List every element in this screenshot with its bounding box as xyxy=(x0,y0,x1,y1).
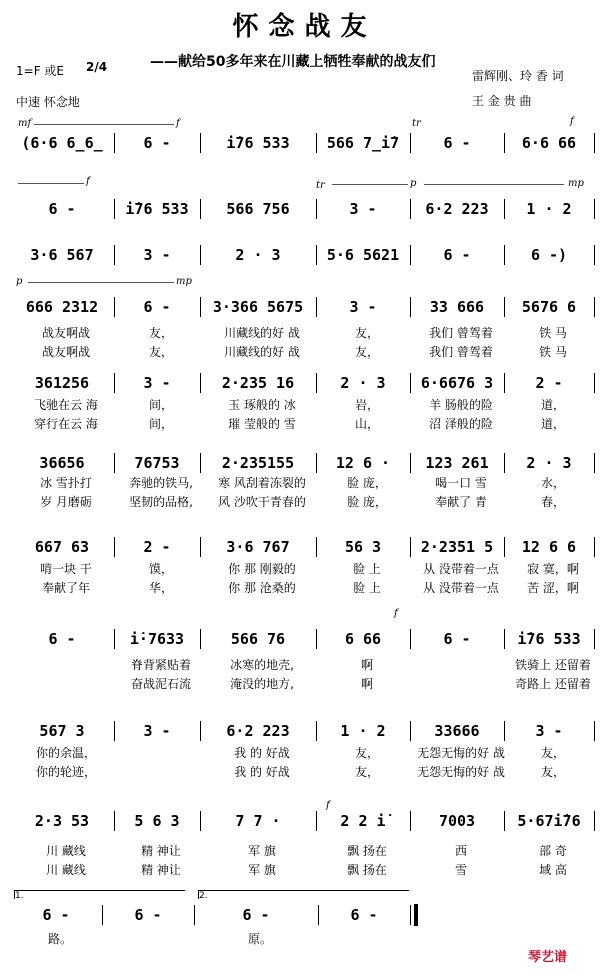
lyric-segment: 啊 xyxy=(360,658,373,672)
crescendo-hairpin xyxy=(34,124,174,125)
measure: 3·6 767 xyxy=(226,538,290,556)
score-line xyxy=(10,904,594,926)
bar-line xyxy=(114,721,115,741)
dynamic-f: f xyxy=(570,116,574,127)
bar-line xyxy=(200,811,201,831)
measure: 2·3 53 xyxy=(34,812,90,830)
lyric-line-verse-1 xyxy=(14,656,594,673)
measure: 2 2 i̇ xyxy=(340,812,386,830)
lyric-segment: 间， xyxy=(148,398,173,412)
lyric-segment: 道， xyxy=(540,417,565,431)
lyric-segment: 岩， xyxy=(354,398,379,412)
lyric-line-verse-1 xyxy=(14,560,594,577)
bar-line xyxy=(200,373,201,393)
measure: 666 2312 xyxy=(25,298,99,316)
bar-line xyxy=(594,537,595,557)
crescendo-hairpin xyxy=(424,184,564,185)
lyric-segment: 冰寒的地壳, xyxy=(230,658,294,672)
lyric-line-verse-2 xyxy=(14,493,594,510)
lyric-segment: 川 藏线 xyxy=(46,863,86,877)
lyric-segment: 川 藏线 xyxy=(46,844,86,858)
measure: 3 - xyxy=(349,298,377,316)
bar-line xyxy=(200,721,201,741)
dynamic-mp: mp xyxy=(568,178,584,189)
lyric-segment: 原。 xyxy=(247,932,272,946)
bar-line xyxy=(200,453,201,473)
bar-line xyxy=(114,133,115,153)
lyric-segment: 战友啊战 xyxy=(41,326,90,340)
lyric-segment: 喝一口 雪 xyxy=(435,476,487,490)
lyric-segment: 友， xyxy=(540,746,565,760)
score-line xyxy=(10,810,594,832)
score-line xyxy=(10,536,594,558)
lyric-segment: 西 xyxy=(454,844,467,858)
lyric-segment: 沼 泽般的险 xyxy=(429,417,493,431)
second-ending: 2. xyxy=(198,890,409,899)
measure: 2·2351 5 xyxy=(420,538,494,556)
measure: 33 666 xyxy=(429,298,485,316)
bar-line xyxy=(410,373,411,393)
bar-line xyxy=(594,721,595,741)
measure: 6 - xyxy=(143,298,171,316)
lyric-segment: 奉献了年 xyxy=(41,581,90,595)
lyric-line-verse-2 xyxy=(14,415,594,432)
lyric-line-verse-1 xyxy=(14,842,594,859)
dynamic-p: p xyxy=(410,178,417,189)
dynamic-p: p xyxy=(16,276,23,287)
measure: 2 · 3 xyxy=(235,246,281,264)
lyric-segment: 脸 上 xyxy=(353,581,381,595)
lyric-segment: 啊 xyxy=(360,677,373,691)
trill-mark: tr xyxy=(316,180,325,191)
bar-line xyxy=(594,373,595,393)
bar-line xyxy=(114,297,115,317)
measure: 6 -) xyxy=(530,246,568,264)
measure: i̇·7633 xyxy=(129,630,185,648)
measure: 6 - xyxy=(443,246,471,264)
lyric-segment: 军 旗 xyxy=(248,863,276,877)
measure: 12 6 · xyxy=(335,454,391,472)
lyric-segment: 友， xyxy=(354,326,379,340)
lyric-segment: 从 没带着一点 xyxy=(423,562,499,576)
measure: 33666 xyxy=(434,722,480,740)
lyric-segment: 间， xyxy=(148,417,173,431)
bar-line xyxy=(504,811,505,831)
score-line xyxy=(10,452,594,474)
bar-line xyxy=(200,537,201,557)
bar-line xyxy=(316,373,317,393)
lyric-line-verse-2 xyxy=(14,861,594,878)
lyric-line-verse-2 xyxy=(14,579,594,596)
bar-line xyxy=(504,297,505,317)
bar-line xyxy=(410,811,411,831)
lyric-segment: 寂 寞，啊 xyxy=(527,562,579,576)
lyric-line-verse-2 xyxy=(14,343,594,360)
crescendo-hairpin xyxy=(18,183,84,184)
measure: 6 - xyxy=(143,134,171,152)
measure: 2 - xyxy=(143,538,171,556)
score-line xyxy=(10,198,594,220)
bar-line xyxy=(316,245,317,265)
measure: 123 261 xyxy=(425,454,489,472)
measure: 3 - xyxy=(143,246,171,264)
lyric-segment: 道， xyxy=(540,398,565,412)
lyric-segment: 你 那 刚毅的 xyxy=(228,562,296,576)
bar-line xyxy=(504,629,505,649)
lyric-segment: 川藏线的好 战 xyxy=(224,326,300,340)
bar-line xyxy=(316,133,317,153)
bar-line xyxy=(200,133,201,153)
measure: 361256 xyxy=(34,374,90,392)
bar-line xyxy=(200,199,201,219)
score-line xyxy=(10,628,594,650)
score-line xyxy=(10,372,594,394)
lyric-segment: 精 神让 xyxy=(141,844,181,858)
lyric-segment: 水， xyxy=(540,476,565,490)
measure: 3 - xyxy=(349,200,377,218)
measure: 3·366 5675 xyxy=(212,298,304,316)
measure: 6 - xyxy=(134,906,162,924)
score-line xyxy=(10,720,594,742)
lyric-segment: 域 高 xyxy=(539,863,567,877)
lyric-segment: 奉献了 青 xyxy=(435,495,487,509)
bar-line xyxy=(316,811,317,831)
lyric-line-verse-1 xyxy=(14,396,594,413)
lyric-segment: 无怨无悔的好 战 xyxy=(417,746,505,760)
lyric-segment: 铁 马 xyxy=(539,326,567,340)
time-signature: 2/4 xyxy=(86,60,108,74)
bar-line xyxy=(316,537,317,557)
measure: (6·6 6̲6̲ xyxy=(21,134,103,152)
measure: 56 3 xyxy=(344,538,382,556)
lyric-segment: 川藏线的好 战 xyxy=(224,345,300,359)
measure: 3 - xyxy=(143,722,171,740)
lyric-segment: 脸 庞， xyxy=(347,495,387,509)
measure: i̇76 533 xyxy=(125,200,189,218)
bar-line xyxy=(114,537,115,557)
measure: 7003 xyxy=(438,812,476,830)
lyric-segment: 春， xyxy=(540,495,565,509)
lyric-segment: 奔驰的铁马, xyxy=(129,476,193,490)
lyric-segment: 岁 月磨砺 xyxy=(40,495,92,509)
bar-line xyxy=(102,905,103,925)
bar-line xyxy=(410,453,411,473)
measure: 3 - xyxy=(535,722,563,740)
crescendo-hairpin xyxy=(28,282,174,283)
measure: 12 6 6 xyxy=(521,538,577,556)
bar-line xyxy=(410,721,411,741)
lyric-segment: 从 没带着一点 xyxy=(423,581,499,595)
lyric-segment: 飘 扬在 xyxy=(347,844,387,858)
bar-line xyxy=(114,373,115,393)
lyric-segment: 啃一块 干 xyxy=(40,562,92,576)
lyric-segment: 苦 涩，啊 xyxy=(527,581,579,595)
measure: 5 6 3 xyxy=(134,812,180,830)
bar-line xyxy=(316,297,317,317)
measure: 2·235155 xyxy=(221,454,295,472)
measure: 7 7 · xyxy=(235,812,281,830)
page-title: 怀念战友 xyxy=(232,12,377,42)
lyric-segment: 淹没的地方, xyxy=(230,677,294,691)
dynamic-f: f xyxy=(86,176,90,187)
bar-line xyxy=(200,629,201,649)
lyric-segment: 军 旗 xyxy=(248,844,276,858)
measure: 2·235 16 xyxy=(221,374,295,392)
lyric-segment: 路。 xyxy=(47,932,72,946)
bar-line xyxy=(504,199,505,219)
first-ending: 1. xyxy=(14,890,185,899)
bar-line xyxy=(594,629,595,649)
measure: 567 3 xyxy=(39,722,85,740)
bar-line xyxy=(114,629,115,649)
bar-line xyxy=(316,721,317,741)
measure: i̇76 533 xyxy=(226,134,290,152)
lyric-segment: 我们 曾驾着 xyxy=(429,326,493,340)
lyric-segment: 脸 上 xyxy=(353,562,381,576)
lyric-segment: 部 奇 xyxy=(539,844,567,858)
measure: 6 66 xyxy=(344,630,382,648)
measure: 1 · 2 xyxy=(340,722,386,740)
lyric-segment: 穿行在云 海 xyxy=(34,417,98,431)
bar-line xyxy=(504,537,505,557)
lyric-segment: 坚韧的品格, xyxy=(129,495,193,509)
measure: 667 63 xyxy=(34,538,90,556)
lyric-segment: 风 沙吹干青春的 xyxy=(218,495,306,509)
lyric-segment: 你 那 沧桑的 xyxy=(228,581,296,595)
lyric-segment: 友， xyxy=(354,746,379,760)
lyric-segment: 友， xyxy=(354,765,379,779)
lyric-segment: 馍， xyxy=(148,562,173,576)
lyric-segment: 友， xyxy=(540,765,565,779)
lyric-segment: 精 神让 xyxy=(141,863,181,877)
measure: 6 - xyxy=(350,906,378,924)
lyric-segment: 山， xyxy=(354,417,379,431)
dynamic-f: f xyxy=(326,800,330,811)
bar-line xyxy=(410,905,411,925)
lyric-line-verse-2 xyxy=(14,675,594,692)
lyric-line-verse-1 xyxy=(14,930,594,947)
final-bar-line xyxy=(414,904,418,926)
bar-line xyxy=(504,245,505,265)
lyric-segment: 无怨无悔的好 战 xyxy=(417,765,505,779)
bar-line xyxy=(594,199,595,219)
lyric-segment: 铁骑上 还留着 xyxy=(515,658,591,672)
bar-line xyxy=(504,373,505,393)
bar-line xyxy=(410,629,411,649)
lyric-line-verse-1 xyxy=(14,324,594,341)
bar-line xyxy=(594,133,595,153)
lyric-segment: 友， xyxy=(354,345,379,359)
lyric-segment: 脊背紧贴着 xyxy=(130,658,191,672)
bar-line xyxy=(594,297,595,317)
lyric-segment: 羊 肠般的险 xyxy=(429,398,493,412)
bar-line xyxy=(114,199,115,219)
measure: 2 · 3 xyxy=(340,374,386,392)
dynamic-mf: mf xyxy=(18,118,32,129)
key-signature: 1=F 或E xyxy=(16,64,64,78)
composer-credit: 王 金 贵 曲 xyxy=(472,94,532,108)
measure: 566 76 xyxy=(230,630,286,648)
measure: 566 7̲i̇7 xyxy=(326,134,400,152)
measure: 566 756 xyxy=(226,200,290,218)
measure: 6 - xyxy=(443,134,471,152)
site-logo: 琴艺谱 xyxy=(528,950,568,965)
bar-line xyxy=(200,245,201,265)
measure: i̇76 533 xyxy=(517,630,581,648)
lyric-segment: 我们 曾驾着 xyxy=(429,345,493,359)
lyric-segment: 我 的 好战 xyxy=(234,746,290,760)
bar-line xyxy=(504,133,505,153)
bar-line xyxy=(594,245,595,265)
bar-line xyxy=(594,453,595,473)
lyricist-credit: 雷辉刚、玲 香 词 xyxy=(472,69,564,83)
lyric-segment: 你的余温， xyxy=(35,746,96,760)
measure: 2 - xyxy=(535,374,563,392)
measure: 6 - xyxy=(443,630,471,648)
lyric-segment: 战友啊战 xyxy=(41,345,90,359)
lyric-segment: 友， xyxy=(148,326,173,340)
dynamic-f: f xyxy=(394,608,398,619)
measure: 2 · 3 xyxy=(526,454,572,472)
trill-mark: tr xyxy=(412,118,421,129)
measure: 3·6 567 xyxy=(30,246,94,264)
score-line xyxy=(10,296,594,318)
bar-line xyxy=(318,905,319,925)
bar-line xyxy=(410,245,411,265)
lyric-segment: 你的轮迹， xyxy=(35,765,96,779)
measure: 5·67i̇76 xyxy=(517,812,581,830)
bar-line xyxy=(410,199,411,219)
lyric-segment: 寒 风刮着冻裂的 xyxy=(218,476,306,490)
measure: 6 - xyxy=(242,906,270,924)
lyric-segment: 璀 莹般的 雪 xyxy=(228,417,296,431)
bar-line xyxy=(410,297,411,317)
measure: 6 - xyxy=(48,200,76,218)
measure: 6·2 223 xyxy=(425,200,489,218)
bar-line xyxy=(194,905,195,925)
lyric-line-verse-1 xyxy=(14,474,594,491)
score-line xyxy=(10,132,594,154)
measure: 6 - xyxy=(48,630,76,648)
bar-line xyxy=(594,811,595,831)
page-subtitle: ——献给50多年来在川藏上牺牲奉献的战友们 xyxy=(150,54,436,70)
bar-line xyxy=(200,297,201,317)
measure: 76753 xyxy=(134,454,180,472)
lyric-segment: 飘 扬在 xyxy=(347,863,387,877)
measure: 1 · 2 xyxy=(526,200,572,218)
bar-line xyxy=(504,453,505,473)
lyric-line-verse-2 xyxy=(14,763,594,780)
measure: 6 - xyxy=(42,906,70,924)
lyric-segment: 华， xyxy=(148,581,173,595)
bar-line xyxy=(114,453,115,473)
lyric-segment: 奇路上 还留着 xyxy=(515,677,591,691)
lyric-line-verse-1 xyxy=(14,744,594,761)
lyric-segment: 奋战泥石流 xyxy=(130,677,191,691)
bar-line xyxy=(316,453,317,473)
measure: 5·6 5621 xyxy=(326,246,400,264)
lyric-segment: 飞驰在云 海 xyxy=(34,398,98,412)
bar-line xyxy=(410,537,411,557)
lyric-segment: 脸 庞， xyxy=(347,476,387,490)
bar-line xyxy=(504,721,505,741)
score-line xyxy=(10,244,594,266)
lyric-segment: 玉 琢般的 冰 xyxy=(228,398,296,412)
lyric-segment: 铁 马 xyxy=(539,345,567,359)
dynamic-f: f xyxy=(176,118,180,129)
lyric-segment: 我 的 好战 xyxy=(234,765,290,779)
dynamic-mp: mp xyxy=(176,276,192,287)
bar-line xyxy=(410,133,411,153)
measure: 6·2 223 xyxy=(226,722,290,740)
measure: 6·6 66 xyxy=(521,134,577,152)
tempo-marking: 中速 怀念地 xyxy=(16,95,80,109)
bar-line xyxy=(114,811,115,831)
bar-line xyxy=(316,199,317,219)
bar-line xyxy=(114,245,115,265)
lyric-segment: 雪 xyxy=(454,863,467,877)
bar-line xyxy=(316,629,317,649)
diminuendo-hairpin xyxy=(332,184,408,185)
measure: 5676 6 xyxy=(521,298,577,316)
lyric-segment: 友， xyxy=(148,345,173,359)
measure: 36656 xyxy=(39,454,85,472)
lyric-segment: 冰 雪扑打 xyxy=(40,476,92,490)
measure: 6·6676 3 xyxy=(420,374,494,392)
measure: 3 - xyxy=(143,374,171,392)
